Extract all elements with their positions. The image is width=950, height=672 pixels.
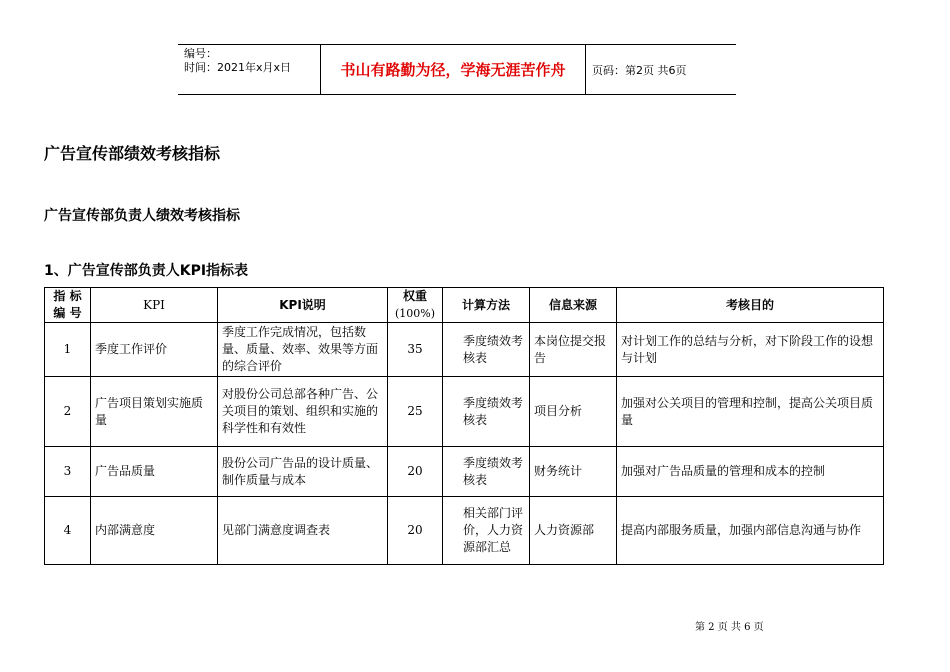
page-footer: 第 2 页 共 6 页: [695, 622, 764, 633]
row-kpi: 广告项目策划实施质量: [91, 377, 218, 447]
table-row: [45, 447, 884, 497]
table-row: [45, 497, 884, 565]
header-page-label: 页码：第2页 共6页: [592, 63, 687, 77]
code-label: 编号：: [184, 47, 217, 60]
row-source: 项目分析: [530, 377, 617, 447]
row-desc: 股份公司广告品的设计质量、制作质量与成本: [218, 447, 388, 497]
row-no: 3: [45, 447, 91, 497]
row-purpose: 加强对广告品质量的管理和成本的控制: [617, 447, 884, 497]
table-row: [45, 377, 884, 447]
header-kpi: KPI: [91, 288, 218, 323]
row-calc: 相关部门评价，人力资源部汇总: [443, 497, 530, 565]
row-desc: 季度工作完成情况，包括数量、质量、效率、效果等方面的综合评价: [218, 323, 388, 377]
row-no: 2: [45, 377, 91, 447]
row-kpi: 广告品质量: [91, 447, 218, 497]
row-calc: 季度绩效考核表: [443, 377, 530, 447]
table-header-row: [45, 288, 884, 323]
header-desc: KPI说明: [218, 288, 388, 323]
row-purpose: 对计划工作的总结与分析，对下阶段工作的设想与计划: [617, 323, 884, 377]
page-header: [178, 44, 736, 95]
row-weight: 35: [388, 323, 443, 377]
header-no: 指 标 编 号: [45, 288, 91, 323]
row-weight: 20: [388, 447, 443, 497]
row-calc: 季度绩效考核表: [443, 323, 530, 377]
time-label: 时间：2021年x月x日: [184, 61, 292, 74]
kpi-table: [44, 287, 884, 565]
header-weight: 权重 (100%): [388, 288, 443, 323]
header-motto: 书山有路勤为径，学海无涯苦作舟: [321, 45, 586, 94]
row-purpose: 加强对公关项目的管理和控制，提高公关项目质量: [617, 377, 884, 447]
row-source: 本岗位提交报告: [530, 323, 617, 377]
row-no: 4: [45, 497, 91, 565]
row-weight: 25: [388, 377, 443, 447]
row-purpose: 提高内部服务质量，加强内部信息沟通与协作: [617, 497, 884, 565]
row-source: 人力资源部: [530, 497, 617, 565]
row-desc: 见部门满意度调查表: [218, 497, 388, 565]
row-calc: 季度绩效考核表: [443, 447, 530, 497]
section-title: 广告宣传部负责人绩效考核指标: [44, 208, 240, 224]
row-no: 1: [45, 323, 91, 377]
row-desc: 对股份公司总部各种广告、公关项目的策划、组织和实施的科学性和有效性: [218, 377, 388, 447]
row-kpi: 季度工作评价: [91, 323, 218, 377]
table-title: 1、广告宣传部负责人KPI指标表: [44, 263, 249, 279]
table-row: [45, 323, 884, 377]
row-source: 财务统计: [530, 447, 617, 497]
document-title: 广告宣传部绩效考核指标: [44, 144, 221, 163]
header-source: 信息来源: [530, 288, 617, 323]
row-weight: 20: [388, 497, 443, 565]
header-meta-cell: [178, 45, 321, 94]
row-kpi: 内部满意度: [91, 497, 218, 565]
header-calc: 计算方法: [443, 288, 530, 323]
header-purpose: 考核目的: [617, 288, 884, 323]
